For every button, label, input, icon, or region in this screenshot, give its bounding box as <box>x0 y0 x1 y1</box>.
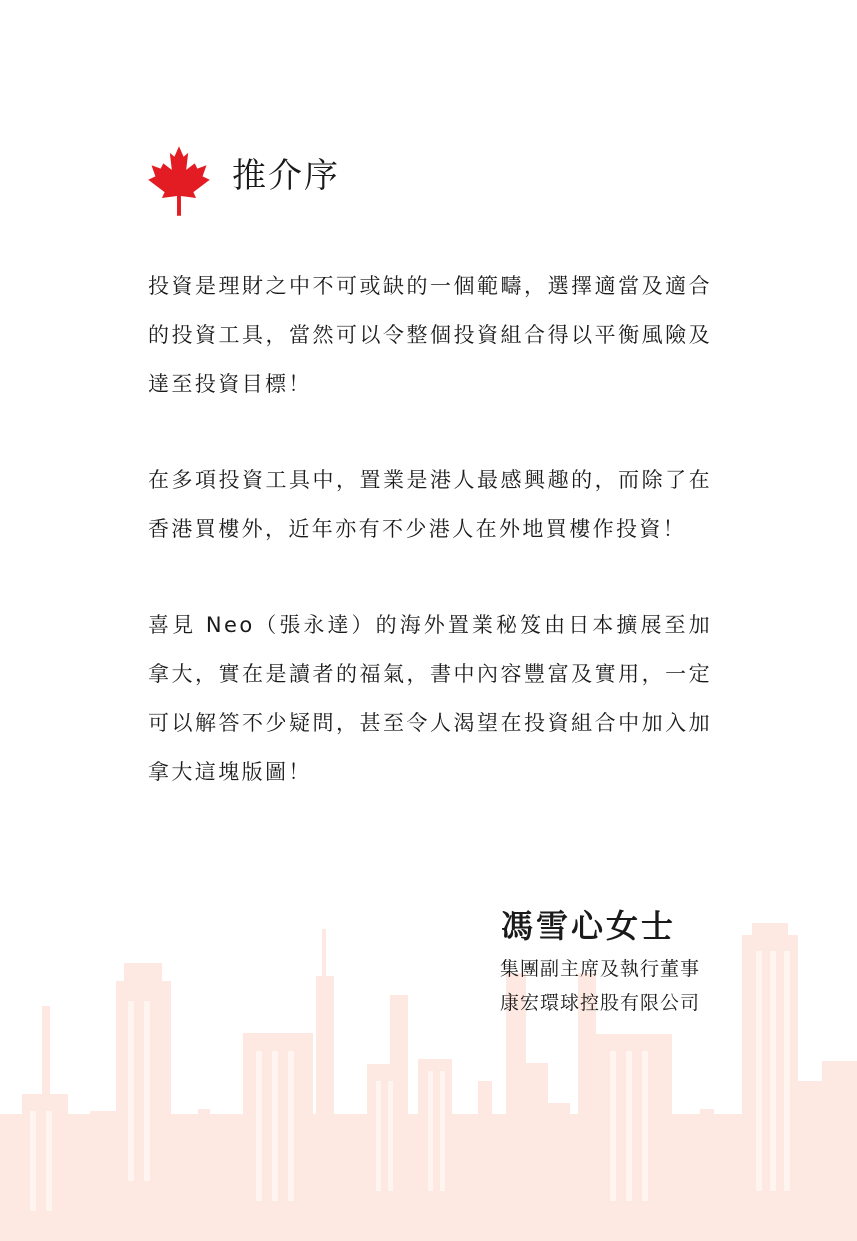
paragraph-2: 在多項投資工具中，置業是港人最感興趣的，而除了在香港買樓外，近年亦有不少港人在外地買樓作投資！ <box>148 468 712 541</box>
signatory-position: 集團副主席及執行董事 <box>499 958 700 980</box>
signature-block <box>500 900 700 1020</box>
signatory-name: 馮雪心女士 <box>500 907 676 945</box>
maple-leaf-icon <box>146 145 212 217</box>
paragraph-1: 投資是理財之中不可或缺的一個範疇，選擇適當及適合的投資工具，當然可以令整個投資組合得以平衡風險及達至投資目標！ <box>148 274 712 396</box>
page-header <box>146 145 340 217</box>
city-skyline-illustration <box>0 921 857 1241</box>
signatory-company: 康宏環球控股有限公司 <box>499 992 700 1014</box>
paragraph-3: 喜見 Neo（張永達）的海外置業秘笈由日本擴展至加拿大，實在是讀者的福氣，書中內容豐富及實用，一定可以解答不少疑問，甚至令人渴望在投資組合中加入加拿大這塊版圖！ <box>148 613 712 784</box>
preface-body <box>148 262 712 844</box>
page-title: 推介序 <box>232 156 340 197</box>
